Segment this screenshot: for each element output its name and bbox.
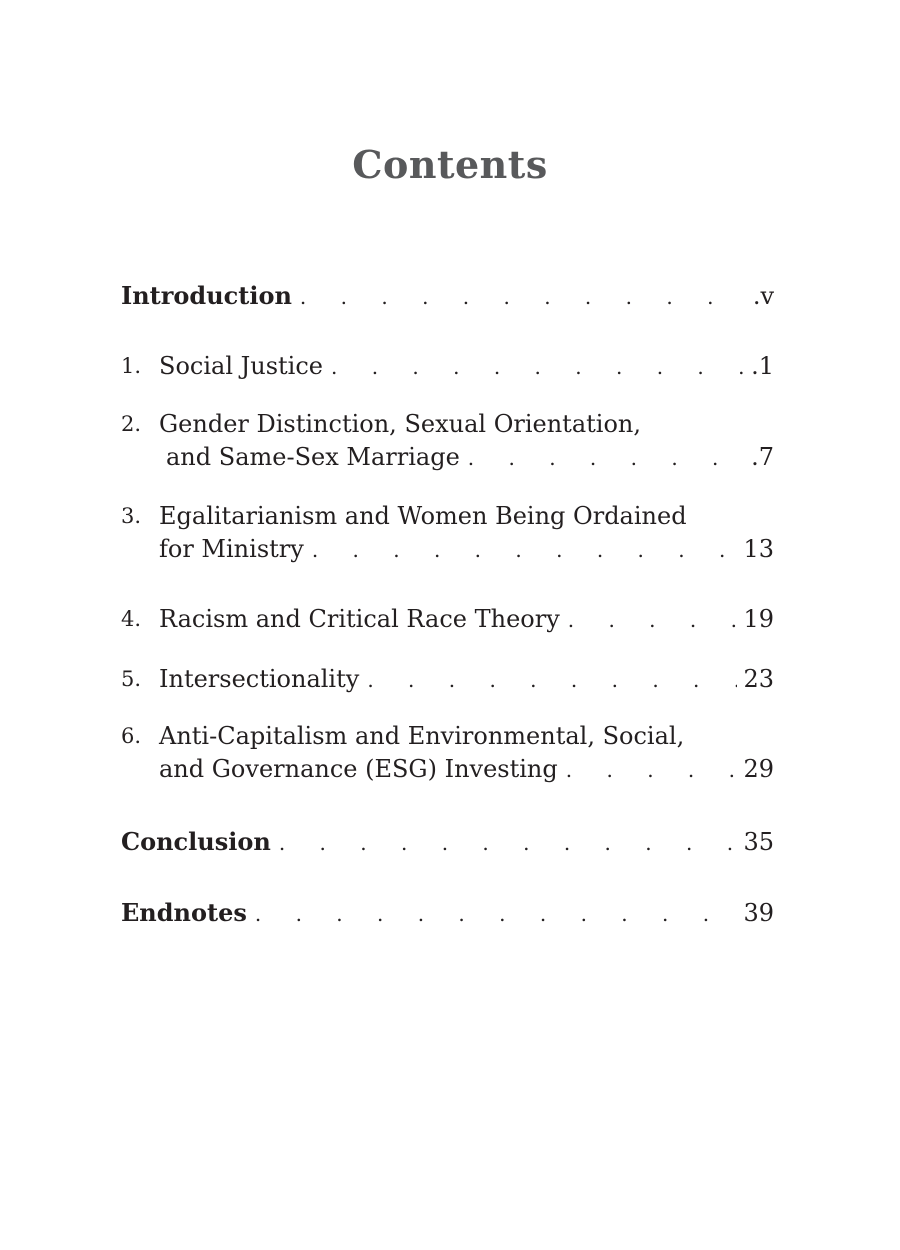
toc-entry-chapter-5[interactable]	[121, 663, 774, 697]
toc-entry-title: Social Justice	[159, 352, 323, 380]
chapter-number: 3.	[121, 504, 142, 528]
toc-entry-endnotes[interactable]	[121, 896, 774, 931]
toc-entry-chapter-1[interactable]	[121, 350, 774, 384]
chapter-number: 2.	[121, 412, 142, 436]
toc-page-number: 29	[743, 755, 774, 783]
toc-entry-chapter-4[interactable]	[121, 603, 774, 637]
toc-entry-title: Conclusion	[121, 827, 271, 856]
toc-entry-title-line-2: and Same-Sex Marriage	[166, 443, 460, 471]
chapter-number: 1.	[121, 354, 142, 378]
toc-page-number: 19	[743, 605, 774, 633]
toc-entry-title: Intersectionality	[159, 665, 360, 693]
dot-leader	[255, 898, 738, 931]
toc-page-number: .v	[752, 282, 774, 310]
toc-entry-chapter-2[interactable]	[121, 408, 774, 475]
dot-leader	[312, 534, 738, 567]
dot-leader	[468, 442, 745, 475]
toc-entry-title-line-1: Egalitarianism and Women Being Ordained	[159, 502, 687, 530]
chapter-number: 6.	[121, 724, 142, 748]
toc-page-number: 23	[743, 665, 774, 693]
toc-entry-title-line-2: and Governance (ESG) Investing	[159, 755, 558, 783]
toc-entry-title: Endnotes	[121, 898, 247, 927]
toc-entry-introduction[interactable]	[121, 279, 774, 314]
toc-page-number: 35	[743, 828, 774, 856]
toc-entry-title-line-1: Gender Distinction, Sexual Orientation,	[159, 410, 641, 438]
chapter-number: 4.	[121, 607, 142, 631]
toc-page-number: .1	[751, 352, 774, 380]
toc-page-number: 13	[743, 535, 774, 563]
toc-entry-conclusion[interactable]	[121, 825, 774, 860]
toc-entry-title-line-1: Anti-Capitalism and Environmental, Social,	[159, 722, 685, 750]
dot-leader	[367, 664, 737, 697]
toc-entry-title: Introduction	[121, 281, 292, 310]
toc-entry-title-line-2: for Ministry	[159, 535, 304, 563]
dot-leader	[300, 281, 747, 314]
dot-leader	[566, 754, 738, 787]
toc-page-number: .7	[751, 443, 774, 471]
chapter-number: 5.	[121, 667, 142, 691]
toc-entry-chapter-3[interactable]	[121, 500, 774, 567]
dot-leader	[568, 604, 738, 637]
dot-leader	[331, 351, 745, 384]
page-title: Contents	[352, 142, 548, 187]
toc-page-number: 39	[743, 899, 774, 927]
toc-entry-title: Racism and Critical Race Theory	[159, 605, 560, 633]
dot-leader	[279, 827, 738, 860]
toc-entry-chapter-6[interactable]	[121, 720, 774, 787]
